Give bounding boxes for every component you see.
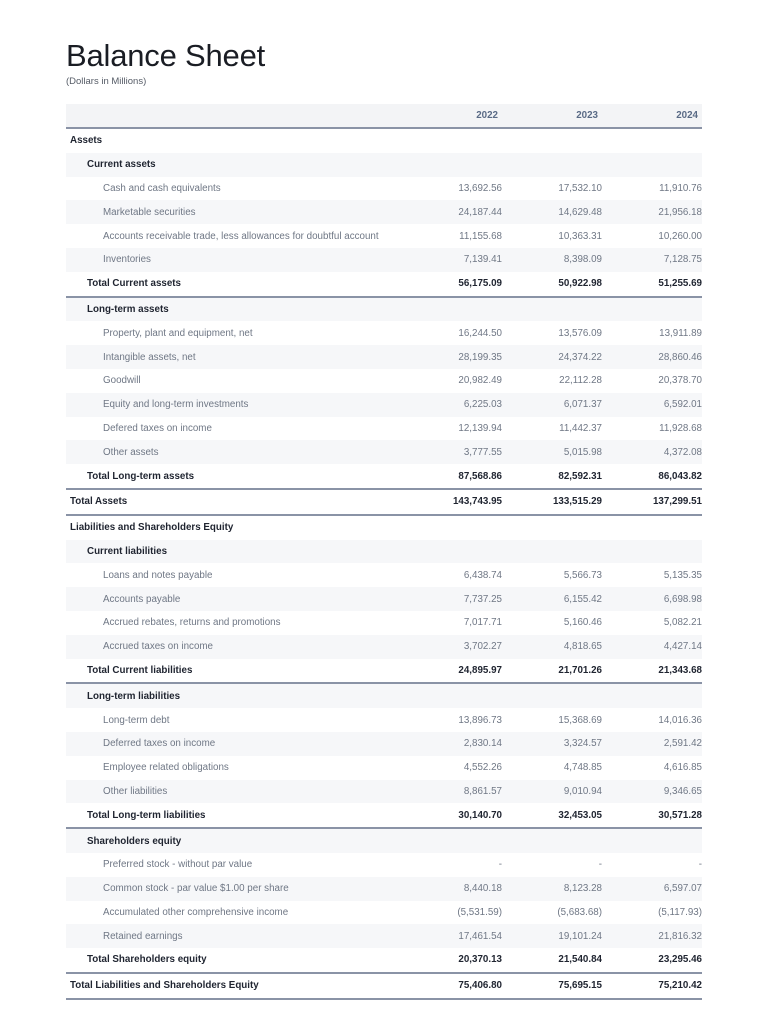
value-cell-2024: 6,592.01 <box>602 393 702 417</box>
subtotal-row <box>66 803 702 828</box>
value-cell-2022: 8,861.57 <box>402 780 502 804</box>
row-label: Other assets <box>66 440 402 464</box>
value-cell-2024 <box>602 683 702 708</box>
value-cell-2023: 6,071.37 <box>502 393 602 417</box>
value-cell-2022: 28,199.35 <box>402 345 502 369</box>
row-label: Total Current assets <box>66 272 402 297</box>
value-cell-2023: 21,540.84 <box>502 948 602 973</box>
value-cell-2022: 7,139.41 <box>402 248 502 272</box>
value-cell-2024: 11,928.68 <box>659 422 702 434</box>
value-cell-2023: 75,695.15 <box>502 973 602 999</box>
header-year-2024: 2024 <box>602 104 702 128</box>
value-cell-2022: 13,692.56 <box>458 182 502 194</box>
grand-total-row <box>66 973 702 999</box>
row-label: Deferred taxes on income <box>66 732 402 756</box>
value-cell-2023: 3,324.57 <box>502 732 602 756</box>
value-cell-2024: 86,043.82 <box>602 464 702 489</box>
value-cell-2024: 9,346.65 <box>602 780 702 804</box>
table-row <box>66 200 702 224</box>
value-cell-2022 <box>402 540 502 564</box>
value-cell-2022: 24,895.97 <box>402 659 502 684</box>
row-label: Current assets <box>66 153 402 177</box>
table-row <box>66 901 702 925</box>
value-cell-2022: 30,140.70 <box>402 803 502 828</box>
row-label: Accumulated other comprehensive income <box>103 906 289 918</box>
value-cell-2022: 75,406.80 <box>402 973 502 999</box>
row-label: Shareholders equity <box>66 828 402 853</box>
row-label: Intangible assets, net <box>66 345 402 369</box>
row-label: Accounts receivable trade, less allowances for doubtful account <box>103 230 379 242</box>
value-cell-2024: 30,571.28 <box>602 803 702 828</box>
table-row <box>66 177 702 201</box>
value-cell-2023: 24,374.22 <box>502 345 602 369</box>
value-cell-2022: 3,702.27 <box>402 635 502 659</box>
value-cell-2023 <box>502 683 602 708</box>
value-cell-2024 <box>602 828 702 853</box>
subtotal-row <box>66 272 702 297</box>
value-cell-2023: 5,160.46 <box>563 617 602 629</box>
row-label: Accrued rebates, returns and promotions <box>103 617 281 629</box>
row-label: Current liabilities <box>66 540 402 564</box>
table-row <box>66 345 702 369</box>
value-cell-2022 <box>402 297 502 322</box>
value-cell-2022: 24,187.44 <box>402 200 502 224</box>
value-cell-2024: 2,591.42 <box>602 732 702 756</box>
table-body <box>66 128 702 999</box>
value-cell-2022: 56,175.09 <box>402 272 502 297</box>
section-header-row <box>66 540 702 564</box>
value-cell-2023: 32,453.05 <box>502 803 602 828</box>
row-label: Long-term assets <box>66 297 402 322</box>
value-cell-2024: 4,616.85 <box>663 762 702 774</box>
value-cell-2023: 4,748.85 <box>563 762 602 774</box>
value-cell-2024 <box>602 515 702 540</box>
value-cell-2024: 13,911.89 <box>659 327 702 339</box>
row-label: Cash and cash equivalents <box>103 182 221 194</box>
value-cell-2023: 22,112.28 <box>559 375 602 387</box>
grand-total-row <box>66 489 702 515</box>
value-cell-2024: - <box>698 859 702 871</box>
value-cell-2022: 16,244.50 <box>458 327 502 339</box>
value-cell-2024: 23,295.46 <box>602 948 702 973</box>
value-cell-2022: 3,777.55 <box>402 440 502 464</box>
row-label: Other liabilities <box>66 780 402 804</box>
value-cell-2024: 5,135.35 <box>663 569 702 581</box>
value-cell-2023 <box>502 128 602 153</box>
value-cell-2023: - <box>598 859 602 871</box>
value-cell-2024: 20,378.70 <box>658 375 702 387</box>
row-label: Total Liabilities and Shareholders Equity <box>66 973 402 999</box>
value-cell-2023: 17,532.10 <box>558 182 602 194</box>
row-label: Liabilities and Shareholders Equity <box>70 522 234 534</box>
value-cell-2023: 11,442.37 <box>559 422 602 434</box>
value-cell-2023: 8,123.28 <box>502 877 602 901</box>
table-row <box>66 708 702 732</box>
value-cell-2022: 13,896.73 <box>458 714 502 726</box>
value-cell-2023: 4,818.65 <box>502 635 602 659</box>
value-cell-2023 <box>502 828 602 853</box>
balance-sheet-table <box>66 104 702 1000</box>
table-row <box>66 587 702 611</box>
value-cell-2024: 137,299.51 <box>602 489 702 515</box>
row-label: Equity and long-term investments <box>66 393 402 417</box>
value-cell-2024 <box>602 153 702 177</box>
value-cell-2023: 50,922.98 <box>502 272 602 297</box>
table-row <box>66 248 702 272</box>
section-header-row <box>66 297 702 322</box>
subtotal-row <box>66 659 702 684</box>
row-label: Total Long-term assets <box>66 464 402 489</box>
table-row <box>66 563 702 587</box>
row-label: Total Current liabilities <box>66 659 402 684</box>
value-cell-2024: 51,255.69 <box>602 272 702 297</box>
value-cell-2024: 28,860.46 <box>602 345 702 369</box>
row-label: Marketable securities <box>66 200 402 224</box>
table-row <box>66 369 702 393</box>
value-cell-2023: 14,629.48 <box>502 200 602 224</box>
value-cell-2022: 11,155.68 <box>459 230 502 242</box>
value-cell-2022: 2,830.14 <box>402 732 502 756</box>
table-row <box>66 732 702 756</box>
value-cell-2022: 12,139.94 <box>458 422 502 434</box>
value-cell-2022: 20,370.13 <box>402 948 502 973</box>
value-cell-2022: 8,440.18 <box>402 877 502 901</box>
value-cell-2023: 19,101.24 <box>502 924 602 948</box>
value-cell-2024 <box>602 540 702 564</box>
value-cell-2024: 21,816.32 <box>602 924 702 948</box>
value-cell-2022: 4,552.26 <box>463 762 502 774</box>
value-cell-2024: 21,956.18 <box>602 200 702 224</box>
header-year-2023: 2023 <box>502 104 602 128</box>
balance-sheet-page <box>66 38 702 992</box>
row-label: Employee related obligations <box>103 762 229 774</box>
section-header-row <box>66 683 702 708</box>
table-row <box>66 853 702 877</box>
row-label: Retained earnings <box>66 924 402 948</box>
row-label: Total Assets <box>66 489 402 515</box>
value-cell-2022: 17,461.54 <box>402 924 502 948</box>
value-cell-2022: 20,982.49 <box>458 375 502 387</box>
value-cell-2022: 6,225.03 <box>402 393 502 417</box>
value-cell-2023: 5,566.73 <box>563 569 602 581</box>
value-cell-2024 <box>602 128 702 153</box>
table-row <box>66 440 702 464</box>
row-label: Property, plant and equipment, net <box>103 327 253 339</box>
value-cell-2023 <box>502 153 602 177</box>
section-header-row <box>66 828 702 853</box>
table-row <box>66 780 702 804</box>
table-row <box>66 877 702 901</box>
page-subtitle: (Dollars in Millions) <box>66 76 147 87</box>
value-cell-2022: (5,531.59) <box>457 906 502 918</box>
value-cell-2023: 8,398.09 <box>502 248 602 272</box>
value-cell-2024: 11,910.76 <box>659 182 702 194</box>
subtotal-row <box>66 464 702 489</box>
row-label: Accrued taxes on income <box>66 635 402 659</box>
table-row <box>66 417 702 441</box>
value-cell-2023: (5,683.68) <box>557 906 602 918</box>
row-label: Inventories <box>66 248 402 272</box>
value-cell-2022: 7,017.71 <box>463 617 502 629</box>
table-row <box>66 756 702 780</box>
table-row <box>66 224 702 248</box>
value-cell-2024: 6,698.98 <box>602 587 702 611</box>
value-cell-2024: 21,343.68 <box>602 659 702 684</box>
section-header-row <box>66 153 702 177</box>
value-cell-2023: 6,155.42 <box>502 587 602 611</box>
value-cell-2024: 14,016.36 <box>658 714 702 726</box>
value-cell-2024: 4,427.14 <box>602 635 702 659</box>
value-cell-2022: 7,737.25 <box>402 587 502 611</box>
value-cell-2023: 9,010.94 <box>502 780 602 804</box>
row-label: Preferred stock - without par value <box>103 859 253 871</box>
row-label: Total Shareholders equity <box>66 948 402 973</box>
value-cell-2023: 82,592.31 <box>502 464 602 489</box>
value-cell-2024: 4,372.08 <box>602 440 702 464</box>
value-cell-2023: 21,701.26 <box>502 659 602 684</box>
value-cell-2024 <box>602 297 702 322</box>
header-label-cell <box>66 104 402 128</box>
section-header-row <box>66 515 702 540</box>
subtotal-row <box>66 948 702 973</box>
value-cell-2024: 6,597.07 <box>602 877 702 901</box>
row-label: Total Long-term liabilities <box>66 803 402 828</box>
value-cell-2023: 10,363.31 <box>558 230 602 242</box>
value-cell-2022 <box>402 683 502 708</box>
row-label: Long-term debt <box>103 714 170 726</box>
value-cell-2022 <box>402 828 502 853</box>
value-cell-2024: 75,210.42 <box>602 973 702 999</box>
value-cell-2024: 5,082.21 <box>663 617 702 629</box>
value-cell-2023: 13,576.09 <box>558 327 602 339</box>
value-cell-2022: 6,438.74 <box>463 569 502 581</box>
row-label: Assets <box>70 135 103 147</box>
row-label: Goodwill <box>103 375 141 387</box>
value-cell-2022 <box>402 515 502 540</box>
value-cell-2023 <box>502 515 602 540</box>
value-cell-2023 <box>502 297 602 322</box>
section-header-row <box>66 128 702 153</box>
value-cell-2023: 15,368.69 <box>558 714 602 726</box>
row-label: Common stock - par value $1.00 per share <box>66 877 402 901</box>
header-year-2022: 2022 <box>402 104 502 128</box>
page-title: Balance Sheet <box>66 38 266 73</box>
row-label: Defered taxes on income <box>103 422 212 434</box>
table-header-row <box>66 104 702 128</box>
value-cell-2024: 10,260.00 <box>658 230 702 242</box>
table-row <box>66 924 702 948</box>
table-row <box>66 321 702 345</box>
value-cell-2022: 87,568.86 <box>402 464 502 489</box>
value-cell-2023: 5,015.98 <box>502 440 602 464</box>
table-row <box>66 635 702 659</box>
table-row <box>66 393 702 417</box>
value-cell-2024: (5,117.93) <box>658 906 702 918</box>
row-label: Loans and notes payable <box>103 569 213 581</box>
value-cell-2023: 133,515.29 <box>502 489 602 515</box>
value-cell-2024: 7,128.75 <box>602 248 702 272</box>
row-label: Accounts payable <box>66 587 402 611</box>
value-cell-2022: - <box>498 859 502 871</box>
value-cell-2022 <box>402 128 502 153</box>
row-label: Long-term liabilities <box>66 683 402 708</box>
value-cell-2022 <box>402 153 502 177</box>
table-row <box>66 611 702 635</box>
value-cell-2023 <box>502 540 602 564</box>
value-cell-2022: 143,743.95 <box>402 489 502 515</box>
